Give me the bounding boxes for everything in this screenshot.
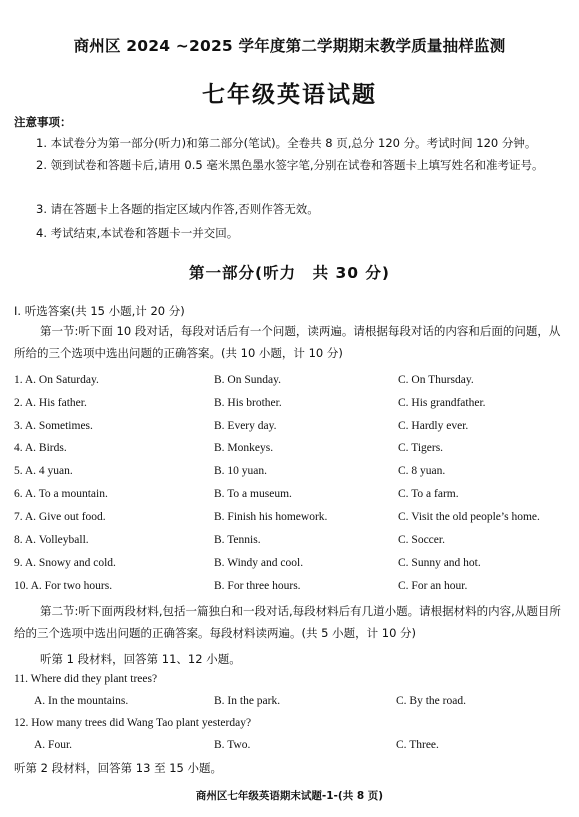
note-item: 1. 本试卷分为第一部分(听力)和第二部分(笔试)。全卷共 8 页,总分 120 分。考试时间 120 分钟。 xyxy=(36,136,537,150)
option-c: C. Hardly ever. xyxy=(398,420,469,432)
note-item: 4. 考试结束,本试卷和答题卡一并交回。 xyxy=(36,226,239,240)
option-c: C. Sunny and hot. xyxy=(398,557,481,569)
option-b: B. For three hours. xyxy=(214,580,301,592)
option-c: C. On Thursday. xyxy=(398,374,474,386)
option-a: 9. A. Snowy and cold. xyxy=(14,557,116,569)
material2-intro: 听第 2 段材料，回答第 13 至 15 小题。 xyxy=(14,761,223,775)
subject-title: 七年级英语试题 xyxy=(202,82,377,108)
option-c: C. Three. xyxy=(396,739,439,751)
option-c: C. 8 yuan. xyxy=(398,465,446,477)
option-a: 1. A. On Saturday. xyxy=(14,374,99,386)
option-b: B. 10 yuan. xyxy=(214,465,268,477)
material1-intro: 听第 1 段材料，回答第 11、12 小题。 xyxy=(40,652,241,666)
question-row xyxy=(14,442,574,464)
option-b: B. Tennis. xyxy=(214,534,261,546)
option-b: B. To a museum. xyxy=(214,488,292,500)
option-a: 8. A. Volleyball. xyxy=(14,534,89,546)
question-options xyxy=(14,695,574,715)
question-row xyxy=(14,374,574,396)
question-row xyxy=(14,465,574,487)
section2-instructions: 第二节:听下面两段材料,包括一篇独白和一段对话,每段材料后有几道小题。请根据材料的内容,从题目所给的三个选项中选出问题的正确答案。每段材料读两遍。(共 5 小题，计 10 分) xyxy=(14,604,561,640)
notes-heading: 注意事项： xyxy=(14,115,72,129)
option-b: B. His brother. xyxy=(214,397,282,409)
option-b: B. Finish his homework. xyxy=(214,511,328,523)
option-b: B. Two. xyxy=(214,739,251,751)
option-c: C. Visit the old people’s home. xyxy=(398,511,540,523)
option-a: 4. A. Birds. xyxy=(14,442,67,454)
option-a: A. In the mountains. xyxy=(34,695,129,707)
question-row xyxy=(14,488,574,510)
option-a: 2. A. His father. xyxy=(14,397,87,409)
option-c: C. To a farm. xyxy=(398,488,459,500)
question-row xyxy=(14,397,574,419)
page-footer: 商州区七年级英语期末试题-1-(共 8 页) xyxy=(195,790,384,802)
exam-title: 商州区 2024 ~2025 学年度第二学期期末教学质量抽样监测 xyxy=(73,37,506,55)
question-stem: 11. Where did they plant trees? xyxy=(14,673,158,685)
option-c: C. By the road. xyxy=(396,695,466,707)
part-title: 第一部分(听力 共 30 分) xyxy=(188,264,391,282)
option-b: B. Every day. xyxy=(214,420,277,432)
option-c: C. For an hour. xyxy=(398,580,468,592)
section1-instructions: 第一节:听下面 10 段对话，每段对话后有一个问题，读两遍。请根据每段对话的内容和后面的问题，从所给的三个选项中选出问题的正确答案。(共 10 小题，计 10 分) xyxy=(14,324,561,360)
option-b: B. In the park. xyxy=(214,695,281,707)
question-row xyxy=(14,580,574,602)
question-stem: 12. How many trees did Wang Tao plant yesterday? xyxy=(14,717,252,729)
question-row xyxy=(14,511,574,533)
question-row xyxy=(14,557,574,579)
option-a: 5. A. 4 yuan. xyxy=(14,465,73,477)
option-c: C. Tigers. xyxy=(398,442,444,454)
option-a: 7. A. Give out food. xyxy=(14,511,106,523)
option-b: B. Monkeys. xyxy=(214,442,274,454)
note-item: 2. 领到试卷和答题卡后,请用 0.5 毫米黑色墨水签字笔,分别在试卷和答题卡上填写姓名和准考证号。 xyxy=(36,158,544,172)
option-a: 3. A. Sometimes. xyxy=(14,420,93,432)
option-c: C. His grandfather. xyxy=(398,397,486,409)
option-c: C. Soccer. xyxy=(398,534,445,546)
option-a: 10. A. For two hours. xyxy=(14,580,113,592)
note-item: 3. 请在答题卡上各题的指定区域内作答,否则作答无效。 xyxy=(36,202,319,216)
question-options xyxy=(14,739,574,759)
option-a: 6. A. To a mountain. xyxy=(14,488,108,500)
section-heading: Ⅰ. 听选答案(共 15 小题,计 20 分) xyxy=(14,304,185,318)
question-row xyxy=(14,420,574,442)
question-row xyxy=(14,534,574,556)
option-b: B. On Sunday. xyxy=(214,374,281,386)
option-a: A. Four. xyxy=(34,739,73,751)
option-b: B. Windy and cool. xyxy=(214,557,304,569)
